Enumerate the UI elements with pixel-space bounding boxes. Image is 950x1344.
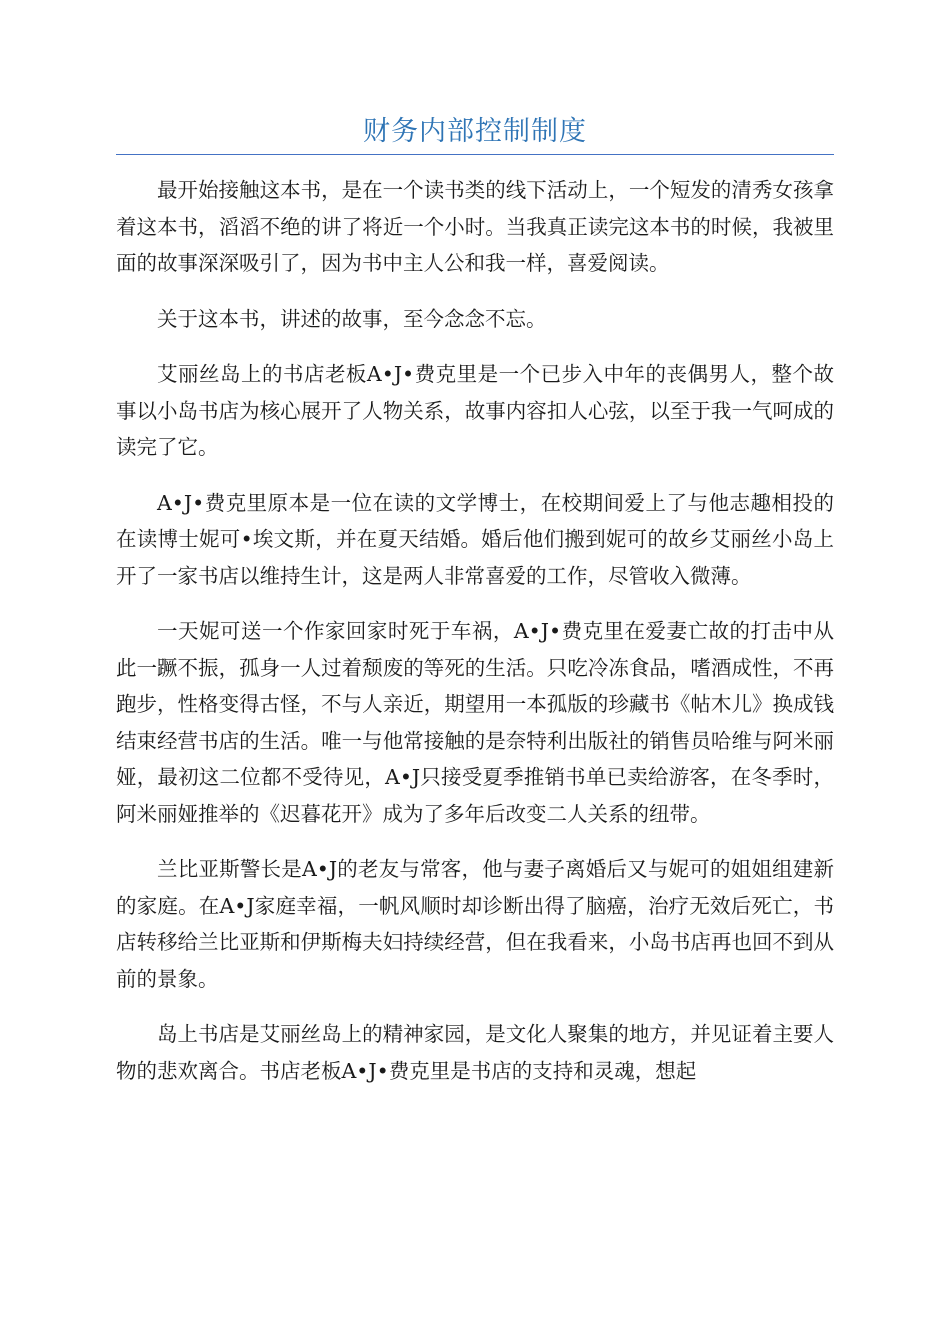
- document-title: 财务内部控制制度: [363, 116, 587, 147]
- document-body: [116, 172, 834, 1108]
- paragraph-1: 最开始接触这本书，是在一个读书类的线下活动上，一个短发的清秀女孩拿着这本书，滔滔不绝的讲了将近一个小时。当我真正读完这本书的时候，我被里面的故事深深吸引了，因为书中主人公和我一样，喜爱阅读。: [116, 178, 834, 275]
- paragraph-2: 关于这本书，讲述的故事，至今念念不忘。: [157, 306, 547, 331]
- paragraph-3: 艾丽丝岛上的书店老板A•J•费克里是一个已步入中年的丧偶男人，整个故事以小岛书店为核心展开了人物关系，故事内容扣人心弦，以至于我一气呵成的读完了它。: [116, 362, 834, 459]
- paragraph-6: 兰比亚斯警长是A•J的老友与常客，他与妻子离婚后又与妮可的姐姐组建新的家庭。在A•J家庭幸福，一帆风顺时却诊断出得了脑癌，治疗无效后死亡，书店转移给兰比亚斯和伊斯梅夫妇持续经营，但在我看来，小岛书店再也回不到从前的景象。: [116, 857, 834, 991]
- title-underline-rule: [116, 154, 834, 155]
- paragraph-7: 岛上书店是艾丽丝岛上的精神家园，是文化人聚集的地方，并见证着主要人物的悲欢离合。书店老板A•J•费克里是书店的支持和灵魂，想起: [116, 1022, 834, 1083]
- paragraph-4: A•J•费克里原本是一位在读的文学博士，在校期间爱上了与他志趣相投的在读博士妮可•埃文斯，并在夏天结婚。婚后他们搬到妮可的故乡艾丽丝小岛上开了一家书店以维持生计，这是两人非常喜爱的工作，尽管收入微薄。: [116, 490, 834, 588]
- paragraph-5: 一天妮可送一个作家回家时死于车祸，A•J•费克里在爱妻亡故的打击中从此一蹶不振，孤身一人过着颓废的等死的生活。只吃冷冻食品，嗜酒成性，不再跑步，性格变得古怪，不与人亲近，期望用一本孤版的珍藏书《帖木儿》换成钱结束经营书店的生活。唯一与他常接触的是奈特利出版社的销售员哈维与阿米丽娅，最初这二位都不受待见，A•J只接受夏季推销书单已卖给游客，在冬季时，阿米丽娅推举的《迟暮花开》成为了多年后改变二人关系的纽带。: [116, 619, 834, 826]
